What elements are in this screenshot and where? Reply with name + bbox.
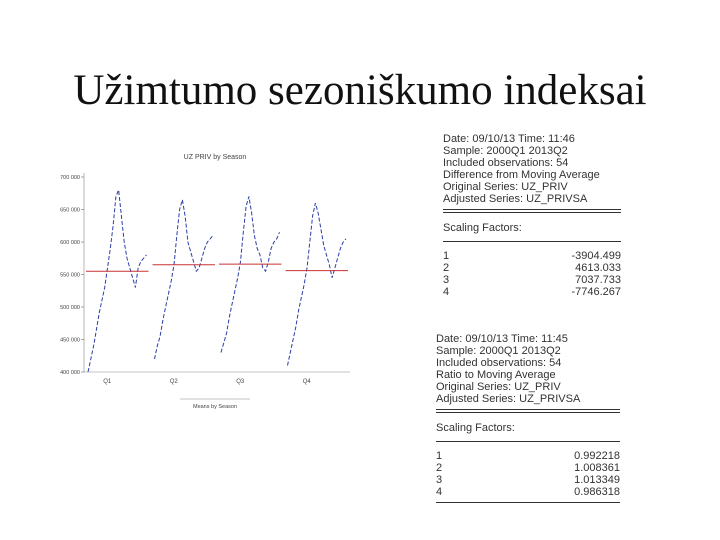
- panel-line: Original Series: UZ_PRIV: [436, 381, 561, 393]
- factor-season: 1: [436, 450, 443, 462]
- panel-line: Date: 09/10/13 Time: 11:45: [436, 333, 568, 345]
- scaling-factors-label: Scaling Factors:: [436, 422, 515, 434]
- panel-line: Difference from Moving Average: [443, 169, 600, 181]
- x-category-label: Q1: [103, 379, 112, 385]
- y-tick-label: 600 000: [60, 240, 80, 246]
- season-series-line: [288, 203, 347, 366]
- factor-season: 3: [443, 274, 450, 286]
- season-series-line: [88, 190, 147, 372]
- y-tick-label: 450 000: [60, 337, 80, 344]
- factor-value: 1.013349: [574, 474, 620, 486]
- factor-row: [436, 474, 620, 486]
- factor-row: [436, 486, 620, 498]
- scaling-factors-table: [443, 250, 621, 298]
- factor-value: -3904.499: [571, 250, 621, 262]
- panel-line: Sample: 2000Q1 2013Q2: [436, 345, 561, 357]
- single-rule: [436, 502, 620, 503]
- chart-plot-area: [86, 190, 348, 372]
- y-tick-label: 700 000: [60, 175, 80, 181]
- factor-row: [443, 274, 621, 286]
- panel-line: Included observations: 54: [436, 357, 562, 369]
- chart-axes: [60, 173, 350, 385]
- factor-season: 4: [436, 486, 443, 498]
- chart-legend: [180, 399, 250, 410]
- panel-line: Ratio to Moving Average: [436, 369, 556, 381]
- factor-row: [443, 286, 621, 298]
- factor-value: 1.008361: [574, 462, 620, 474]
- x-category-label: Q2: [169, 379, 178, 385]
- factor-season: 2: [436, 462, 443, 474]
- factor-value: -7746.267: [571, 286, 621, 298]
- factor-row: [436, 462, 620, 474]
- y-tick-label: 650 000: [60, 207, 80, 214]
- chart-svg: [50, 145, 370, 415]
- single-rule: [436, 441, 620, 442]
- factor-value: 0.992218: [574, 450, 620, 462]
- x-category-label: Q3: [236, 379, 245, 385]
- factor-row: [443, 262, 621, 274]
- x-category-label: Q4: [302, 379, 311, 385]
- factor-value: 0.986318: [574, 486, 620, 498]
- panel-line: Adjusted Series: UZ_PRIVSA: [436, 393, 581, 405]
- double-rule: [436, 409, 620, 413]
- factor-season: 4: [443, 286, 450, 298]
- season-series-line: [155, 200, 214, 359]
- factor-row: [443, 250, 621, 262]
- slide-title: Užimtumo sezoniškumo indeksai: [73, 67, 647, 114]
- scaling-factors-table: [436, 450, 620, 498]
- legend-entry: Means by Season: [192, 404, 238, 410]
- results-panel-ratio: [436, 333, 620, 503]
- panel-header-lines: [436, 333, 620, 405]
- panel-line: Date: 09/10/13 Time: 11:46: [443, 133, 575, 145]
- results-panel-difference: [443, 133, 621, 298]
- panel-header-lines: [443, 133, 621, 205]
- season-series-line: [221, 197, 280, 353]
- panel-line: Sample: 2000Q1 2013Q2: [443, 145, 568, 157]
- factor-season: 1: [443, 250, 450, 262]
- seasonal-chart: [50, 145, 370, 415]
- panel-line: Adjusted Series: UZ_PRIVSA: [443, 193, 588, 205]
- panel-line: Original Series: UZ_PRIV: [443, 181, 568, 193]
- chart-title: UZ PRIV by Season: [183, 154, 247, 161]
- single-rule: [443, 241, 621, 242]
- panel-line: Included observations: 54: [443, 157, 569, 169]
- factor-row: [436, 450, 620, 462]
- scaling-factors-label: Scaling Factors:: [443, 222, 522, 234]
- factor-value: 7037.733: [575, 274, 621, 286]
- y-tick-label: 550 000: [60, 272, 80, 279]
- double-rule: [443, 209, 621, 213]
- y-tick-label: 500 000: [60, 305, 80, 311]
- y-tick-label: 400 000: [60, 370, 80, 376]
- factor-season: 3: [436, 474, 443, 486]
- factor-season: 2: [443, 262, 450, 274]
- factor-value: 4613.033: [575, 262, 621, 274]
